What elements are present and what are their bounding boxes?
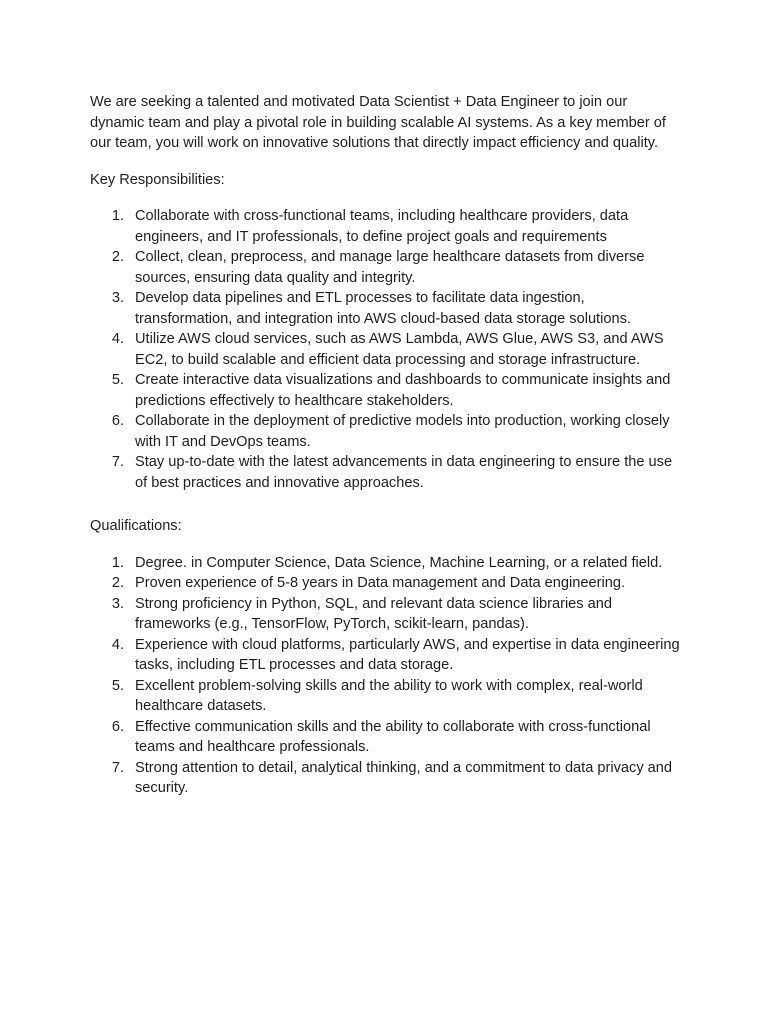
list-item <box>90 758 680 799</box>
intro-paragraph: We are seeking a talented and motivated Data Scientist + Data Engineer to join our dynamic team and play a pivotal role in building scalable AI systems. As a key member of our team, you will work on innovative solutions that directly impact efficiency and quality. <box>90 94 666 151</box>
list-number: 6. <box>111 413 124 429</box>
list-number: 7. <box>111 454 124 470</box>
document-page <box>90 92 680 799</box>
qualifications-list <box>90 553 680 799</box>
list-item <box>90 329 680 370</box>
list-item <box>90 452 680 493</box>
list-item <box>90 553 680 574</box>
list-item-text: Utilize AWS cloud services, such as AWS Lambda, AWS Glue, AWS S3, and AWS EC2, to build scalable and efficient data processing and storage infrastructure. <box>135 331 664 368</box>
list-item-text: Strong attention to detail, analytical thinking, and a commitment to data privacy and security. <box>135 759 673 796</box>
list-number: 5. <box>111 372 124 388</box>
list-number: 3. <box>111 595 124 612</box>
list-number: 1. <box>111 554 124 571</box>
list-item <box>90 411 680 452</box>
list-item <box>90 247 680 288</box>
responsibilities-list <box>90 206 680 493</box>
list-item-text: Develop data pipelines and ETL processes to facilitate data ingestion, transformation, and integration into AWS cloud-based data storage solutions. <box>135 290 631 327</box>
list-number: 6. <box>111 718 124 735</box>
list-item-text: Collaborate in the deployment of predictive models into production, working closely with IT and DevOps teams. <box>135 413 670 450</box>
list-item <box>90 717 680 758</box>
list-number: 4. <box>111 331 124 347</box>
list-item-text: Collaborate with cross-functional teams, including healthcare providers, data engineers, and IT professionals, to define project goals and requirements <box>135 208 629 245</box>
list-item <box>90 635 680 676</box>
list-item <box>90 573 680 594</box>
list-item <box>90 206 680 247</box>
list-item-text: Degree. in Computer Science, Data Science, Machine Learning, or a related field. <box>135 554 663 571</box>
list-number: 2. <box>111 575 124 591</box>
list-number: 7. <box>111 759 124 776</box>
list-item <box>90 676 680 717</box>
list-number: 4. <box>111 636 124 653</box>
list-number: 5. <box>111 677 124 694</box>
list-item-text: Effective communication skills and the ability to collaborate with cross-functional teams and healthcare professionals. <box>135 718 651 755</box>
qualifications-heading: Qualifications: <box>90 518 182 534</box>
list-item-text: Experience with cloud platforms, particularly AWS, and expertise in data engineering tasks, including ETL processes and data storage. <box>135 636 680 673</box>
list-item-text: Stay up-to-date with the latest advancements in data engineering to ensure the use of best practices and innovative approaches. <box>135 454 673 491</box>
list-item-text: Excellent problem-solving skills and the ability to work with complex, real-world healthcare datasets. <box>135 677 643 714</box>
list-item-text: Proven experience of 5-8 years in Data management and Data engineering. <box>135 575 626 591</box>
list-item-text: Strong proficiency in Python, SQL, and relevant data science libraries and frameworks (e.g., TensorFlow, PyTorch, scikit-learn, pandas). <box>135 595 612 632</box>
list-item <box>90 288 680 329</box>
list-number: 2. <box>111 249 124 265</box>
list-item <box>90 594 680 635</box>
list-number: 3. <box>111 290 124 306</box>
responsibilities-heading: Key Responsibilities: <box>90 171 225 188</box>
list-item-text: Create interactive data visualizations and dashboards to communicate insights and predictions effectively to healthcare stakeholders. <box>135 372 671 409</box>
list-item-text: Collect, clean, preprocess, and manage large healthcare datasets from diverse sources, ensuring data quality and integrity. <box>135 249 645 286</box>
list-item <box>90 370 680 411</box>
list-number: 1. <box>111 208 124 224</box>
